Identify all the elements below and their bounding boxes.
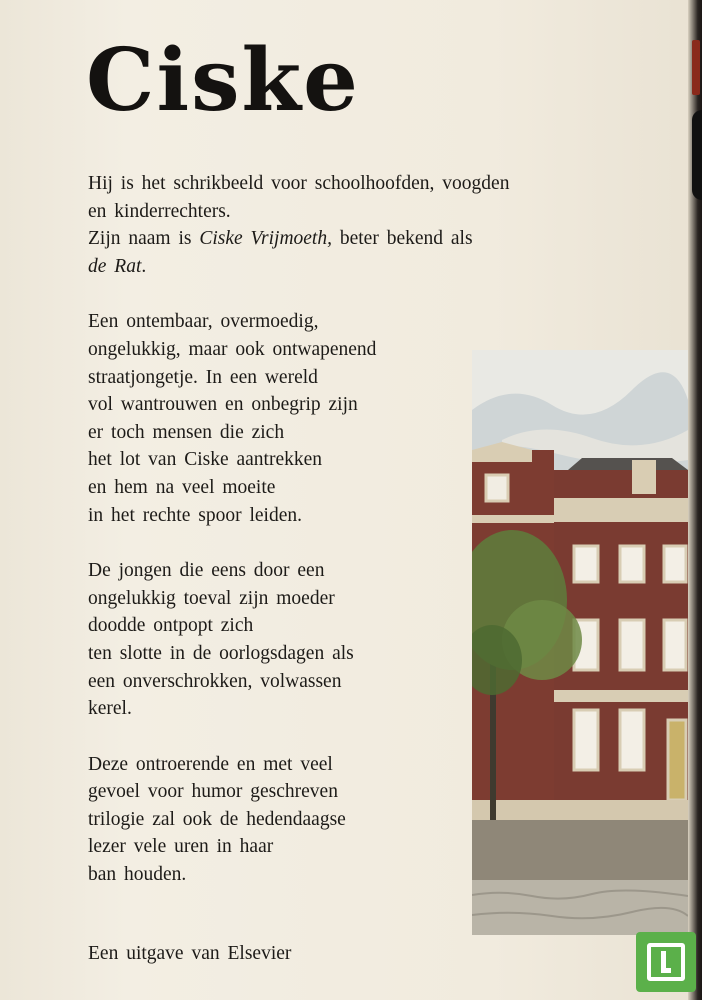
- blurb-text: beter bekend als: [331, 228, 473, 250]
- spine-red-mark: [692, 40, 700, 95]
- window: [620, 546, 644, 582]
- door: [668, 720, 686, 800]
- spine-dark-mark: [692, 110, 702, 200]
- blurb-line: Deze ontroerende en met veel: [88, 753, 333, 775]
- blurb-line: in het rechte spoor leiden.: [88, 504, 302, 526]
- blurb-line: een onverschrokken, volwassen: [88, 670, 342, 692]
- window: [574, 546, 598, 582]
- blurb-line: ongelukkig, maar ook ontwapenend: [88, 338, 377, 360]
- window: [620, 620, 644, 670]
- blurb-paragraph-3: [88, 308, 468, 529]
- blurb-paragraph-1: [88, 170, 558, 225]
- blurb-line: doodde ontpopt zich: [88, 615, 254, 637]
- blurb-text: Zijn naam is: [88, 228, 200, 250]
- book-title: Ciske: [86, 30, 360, 131]
- nickname: de Rat: [88, 255, 142, 277]
- blurb: [88, 170, 510, 917]
- publisher-line: Een uitgave van Elsevier: [88, 943, 292, 964]
- cornice: [554, 690, 688, 702]
- blurb-line: [88, 225, 558, 253]
- canal-houses-illustration: [472, 350, 688, 935]
- blurb-line: lezer vele uren in haar: [88, 836, 274, 858]
- blurb-line: [88, 253, 558, 281]
- blurb-line: ongelukkig toeval zijn moeder: [88, 587, 335, 609]
- blurb-line: en kinderrechters.: [88, 200, 231, 222]
- blurb-line: Hij is het schrikbeeld voor schoolhoofden, voogden: [88, 173, 510, 194]
- window: [620, 710, 644, 770]
- blurb-line: en hem na veel moeite: [88, 476, 276, 498]
- blurb-line: trilogie zal ook de hedendaagse: [88, 808, 346, 830]
- stoop: [472, 800, 688, 820]
- quay-wall: [472, 820, 688, 880]
- cornice: [554, 498, 688, 522]
- window: [574, 710, 598, 770]
- lastdodo-logo-icon: [636, 932, 696, 992]
- blurb-line: De jongen die eens door een: [88, 560, 325, 582]
- blurb-line: Een ontembaar, overmoedig,: [88, 311, 319, 333]
- lastdodo-logo-mark: [647, 943, 685, 981]
- blurb-line: ban houden.: [88, 864, 187, 886]
- dormer: [632, 460, 656, 494]
- blurb-line: het lot van Ciske aantrekken: [88, 449, 323, 471]
- blurb-line: ten slotte in de oorlogsdagen als: [88, 642, 354, 664]
- window: [664, 620, 686, 670]
- character-name: Ciske Vrijmoeth,: [199, 228, 332, 250]
- blurb-line: er toch mensen die zich: [88, 421, 285, 443]
- blurb-paragraph-4: [88, 557, 468, 723]
- blurb-paragraph-2: [88, 225, 558, 280]
- cornice: [472, 515, 554, 523]
- roof: [568, 458, 688, 470]
- blurb-paragraph-5: [88, 751, 468, 889]
- blurb-line: kerel.: [88, 698, 132, 720]
- blurb-line: straatjongetje. In een wereld: [88, 366, 318, 388]
- blurb-line: vol wantrouwen en onbegrip zijn: [88, 394, 358, 416]
- window: [664, 546, 686, 582]
- window: [486, 475, 508, 501]
- blurb-text: .: [141, 255, 147, 277]
- blurb-line: gevoel voor humor geschreven: [88, 781, 338, 803]
